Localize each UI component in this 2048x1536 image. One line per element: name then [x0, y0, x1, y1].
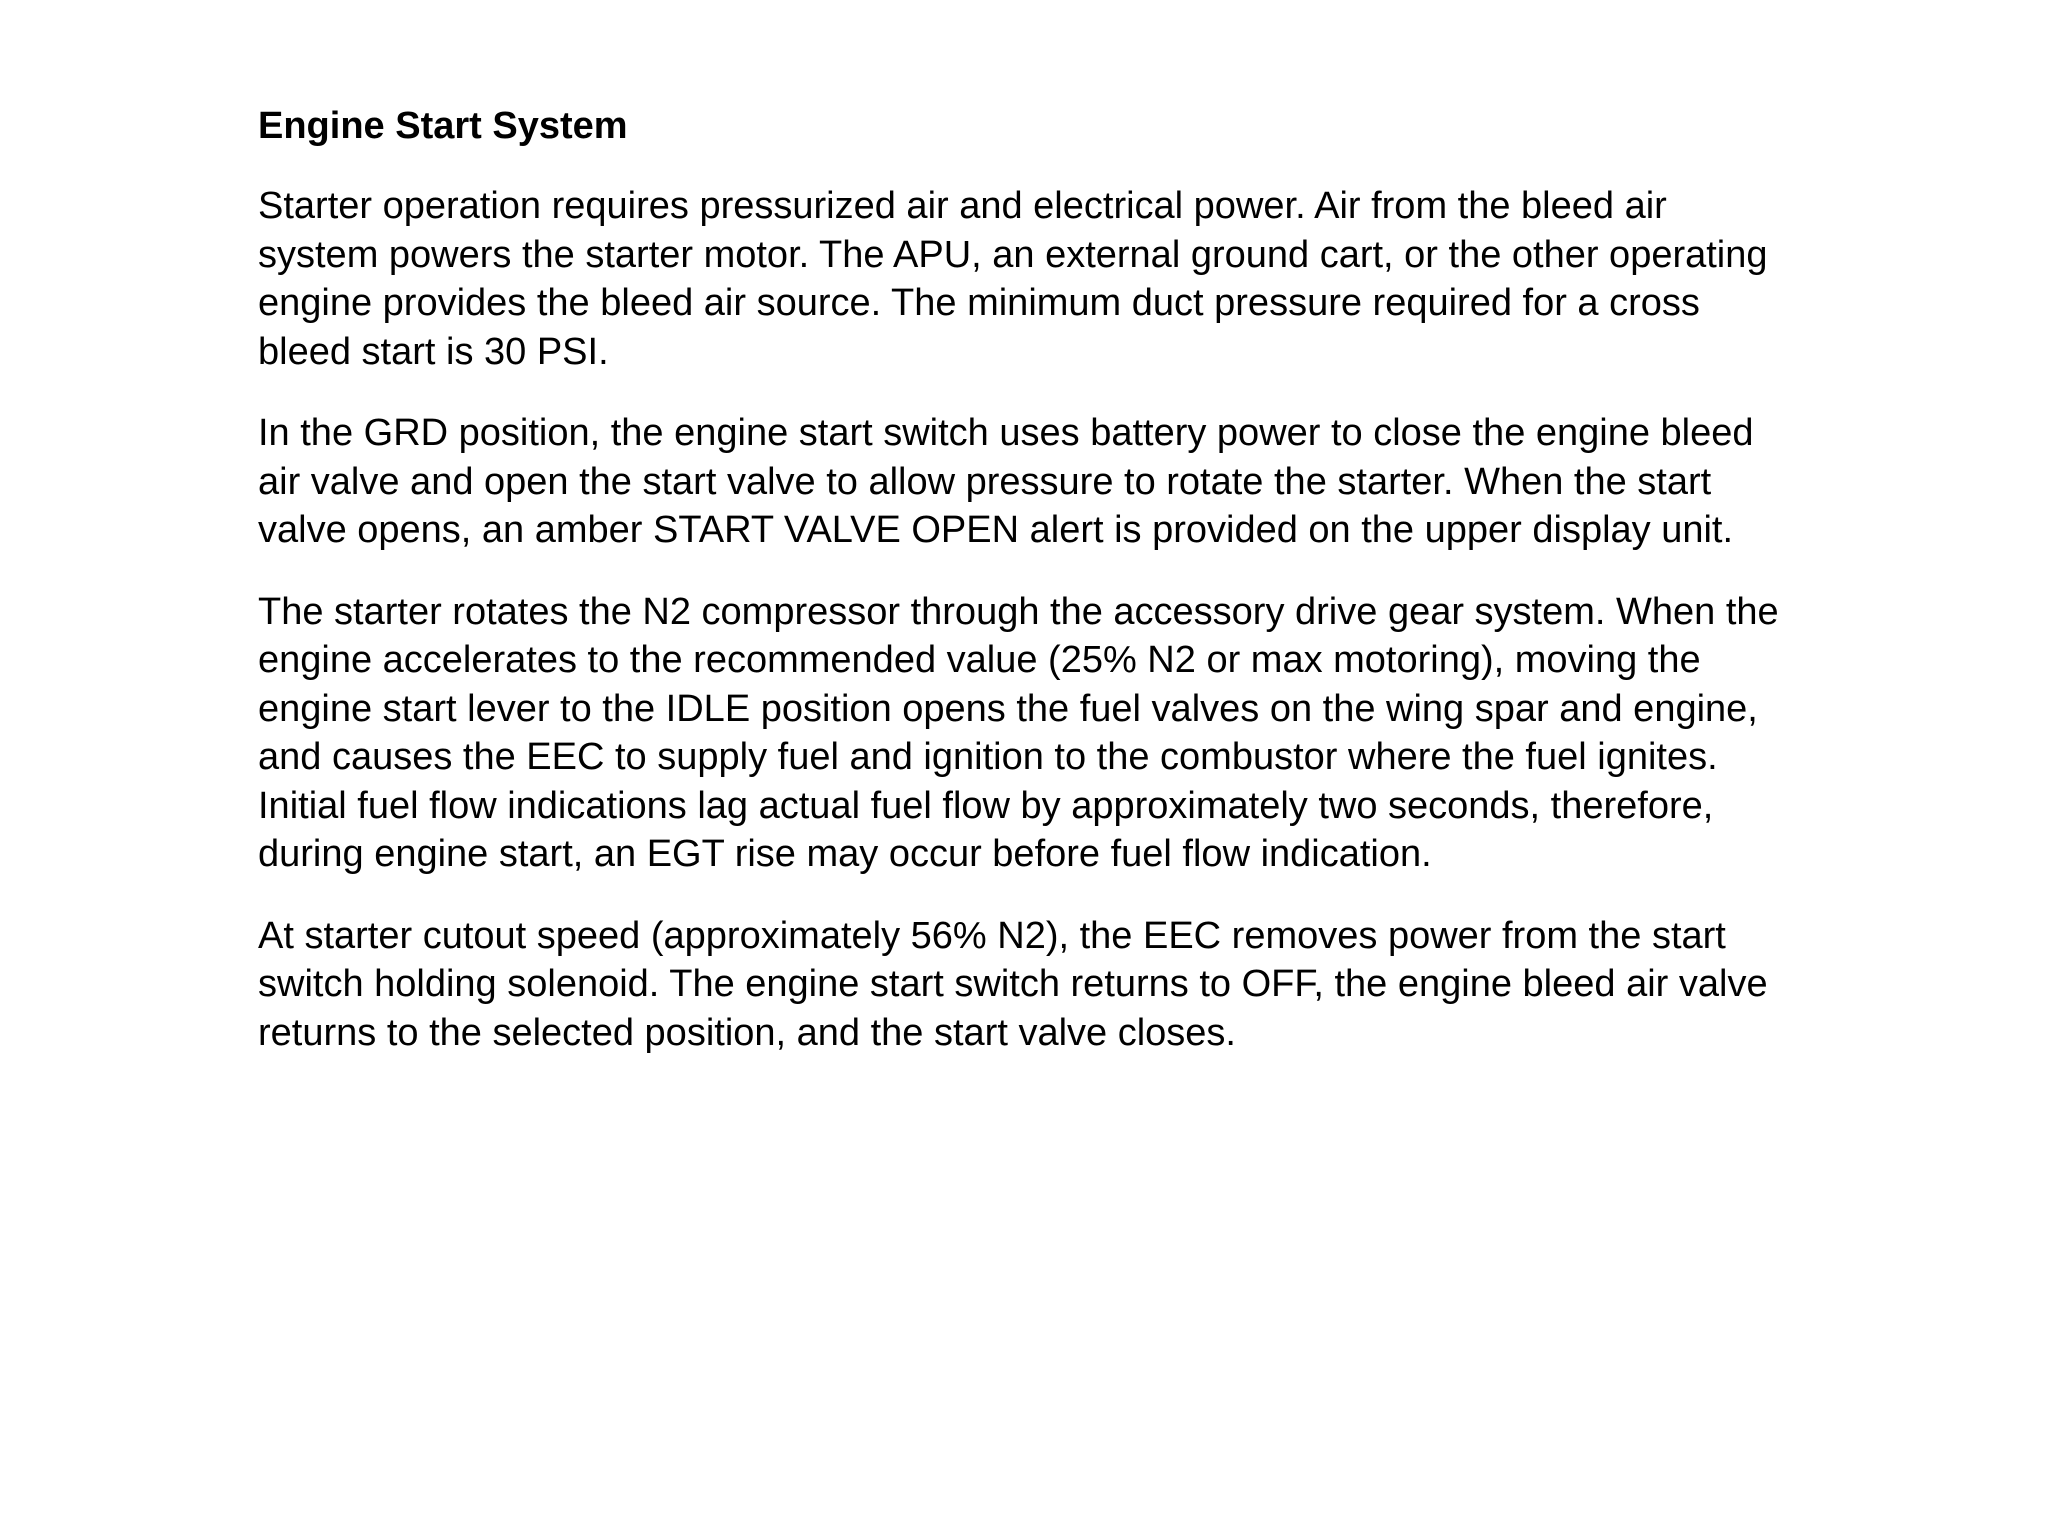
paragraph-starter-cutout: [258, 912, 1898, 1058]
paragraph-grd-position: [258, 409, 1898, 555]
document-body: [258, 102, 1898, 1090]
paragraph-line: The starter rotates the N2 compressor through the accessory drive gear system. When the: [258, 590, 1779, 633]
paragraph-line: Initial fuel flow indications lag actual fuel flow by approximately two seconds, therefore,: [258, 784, 1714, 827]
paragraph-starter-operation: [258, 182, 1898, 376]
paragraph-line: air valve and open the start valve to allow pressure to rotate the starter. When the start: [258, 460, 1712, 503]
paragraph-line: and causes the EEC to supply fuel and ignition to the combustor where the fuel ignites.: [258, 736, 1718, 778]
paragraph-line: In the GRD position, the engine start switch uses battery power to close the engine bleed: [258, 412, 1754, 454]
paragraph-line: engine start lever to the IDLE position opens the fuel valves on the wing spar and engine,: [258, 687, 1758, 730]
paragraph-line: during engine start, an EGT rise may occur before fuel flow indication.: [258, 833, 1432, 875]
document-title: Engine Start System: [258, 105, 628, 147]
paragraph-line: Starter operation requires pressurized air and electrical power. Air from the bleed air: [258, 185, 1667, 227]
paragraph-line: bleed start is 30 PSI.: [258, 330, 609, 373]
paragraph-line: engine provides the bleed air source. The minimum duct pressure required for a cross: [258, 282, 1700, 324]
paragraph-line: system powers the starter motor. The APU, an external ground cart, or the other operating: [258, 233, 1768, 276]
paragraph-line: switch holding solenoid. The engine start switch returns to OFF, the engine bleed air valve: [258, 963, 1768, 1005]
paragraph-starter-rotation: [258, 588, 1898, 879]
paragraph-line: returns to the selected position, and the start valve closes.: [258, 1011, 1236, 1054]
paragraph-line: valve opens, an amber START VALVE OPEN alert is provided on the upper display unit.: [258, 509, 1734, 551]
paragraph-line: engine accelerates to the recommended value (25% N2 or max motoring), moving the: [258, 639, 1701, 681]
paragraph-line: At starter cutout speed (approximately 56% N2), the EEC removes power from the start: [258, 914, 1726, 957]
